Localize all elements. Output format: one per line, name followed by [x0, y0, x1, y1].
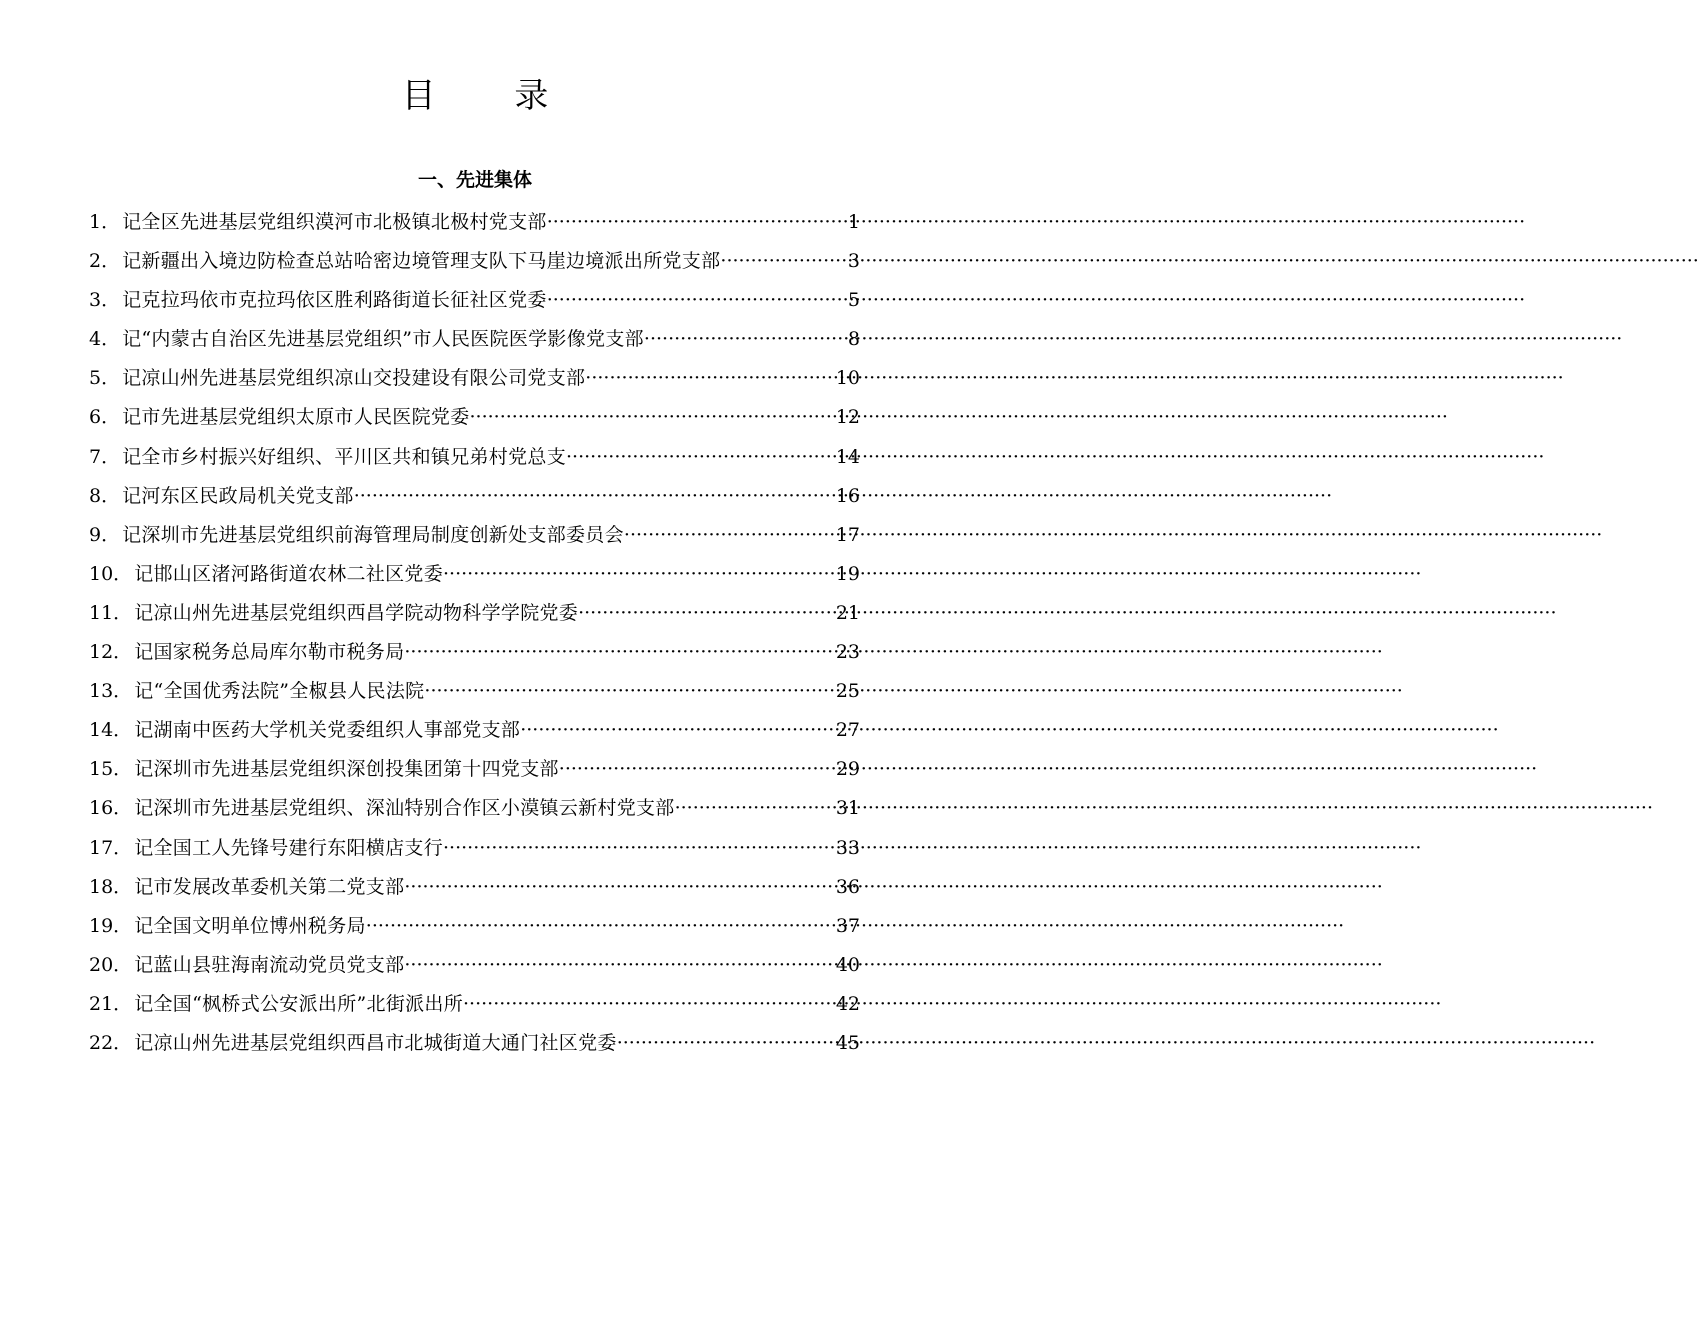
toc-entry[interactable]	[89, 985, 860, 1024]
toc-entry[interactable]	[89, 242, 860, 281]
toc-page-number: 37	[835, 914, 860, 937]
toc-page-number: 8	[847, 328, 860, 351]
page-title: 目 录	[401, 76, 583, 116]
toc-entry[interactable]	[89, 633, 860, 672]
toc-page-number: 12	[835, 406, 860, 429]
toc-dot-leader	[404, 868, 834, 907]
toc-page-number: 29	[835, 758, 860, 781]
toc-entry[interactable]	[89, 907, 860, 946]
toc-entry-title: 记深圳市先进基层党组织前海管理局制度创新处支部委员会	[122, 523, 624, 546]
toc-entry-number: 17．	[89, 836, 133, 859]
toc-page-number: 17	[835, 523, 860, 546]
toc-entry[interactable]	[89, 281, 860, 320]
toc-page-number: 25	[835, 680, 860, 703]
toc-entry-number: 16．	[89, 797, 133, 820]
toc-entry-number: 13．	[89, 680, 133, 703]
toc-entry-title: 记湖南中医药大学机关党委组织人事部党支部	[134, 719, 521, 742]
toc-dot-leader	[585, 359, 835, 398]
toc-entry-title: 记凉山州先进基层党组织西昌学院动物科学学院党委	[134, 601, 579, 624]
toc-entry-number: 2．	[89, 250, 121, 273]
toc-entry-number: 3．	[89, 289, 121, 312]
toc-dot-leader	[675, 789, 835, 828]
toc-entry-number: 18．	[89, 875, 133, 898]
toc-dot-leader	[354, 477, 835, 516]
toc-page-number: 23	[835, 641, 860, 664]
toc-page-number: 36	[835, 875, 860, 898]
toc-entry-title: 记深圳市先进基层党组织、深汕特别合作区小漠镇云新村党支部	[134, 797, 675, 820]
toc-page-number: 33	[835, 836, 860, 859]
toc-entry-number: 20．	[89, 953, 133, 976]
table-of-contents	[89, 203, 860, 1063]
toc-dot-leader	[463, 985, 835, 1024]
toc-dot-leader	[547, 203, 847, 242]
toc-entry[interactable]	[89, 868, 860, 907]
toc-entry-title: 记市发展改革委机关第二党支部	[134, 875, 405, 898]
toc-entry-title: 记克拉玛依市克拉玛依区胜利路街道长征社区党委	[122, 289, 547, 312]
toc-dot-leader	[624, 516, 835, 555]
toc-entry-title: 记全市乡村振兴好组织、平川区共和镇兄弟村党总支	[122, 445, 566, 468]
toc-dot-leader	[720, 242, 847, 281]
toc-entry-title: 记“内蒙古自治区先进基层党组织”市人民医院医学影像党支部	[122, 328, 644, 351]
toc-dot-leader	[566, 438, 835, 477]
toc-dot-leader	[404, 633, 834, 672]
toc-dot-leader	[470, 398, 835, 437]
toc-entry-title: 记全国工人先锋号建行东阳横店支行	[134, 836, 443, 859]
toc-entry-number: 19．	[89, 914, 133, 937]
toc-entry-number: 8．	[89, 484, 121, 507]
toc-entry[interactable]	[89, 359, 860, 398]
toc-entry[interactable]	[89, 203, 860, 242]
toc-page-number: 31	[835, 797, 860, 820]
toc-dot-leader	[578, 594, 835, 633]
toc-entry-title: 记全国文明单位博州税务局	[134, 914, 366, 937]
toc-entry[interactable]	[89, 398, 860, 437]
toc-dot-leader	[547, 281, 847, 320]
toc-entry-number: 9．	[89, 523, 121, 546]
toc-entry-number: 11．	[89, 601, 133, 624]
toc-entry-number: 5．	[89, 367, 121, 390]
toc-entry-number: 14．	[89, 719, 133, 742]
toc-page-number: 10	[835, 367, 860, 390]
toc-entry[interactable]	[89, 789, 860, 828]
toc-dot-leader	[424, 672, 834, 711]
toc-entry-title: 记国家税务总局库尔勒市税务局	[134, 641, 405, 664]
toc-page-number: 40	[835, 953, 860, 976]
toc-page-number: 5	[847, 289, 860, 312]
toc-entry[interactable]	[89, 438, 860, 477]
toc-dot-leader	[617, 1024, 835, 1063]
toc-page-number: 16	[835, 484, 860, 507]
toc-page-number: 27	[835, 719, 860, 742]
toc-entry-title: 记凉山州先进基层党组织西昌市北城街道大通门社区党委	[134, 1031, 617, 1054]
toc-entry[interactable]	[89, 516, 860, 555]
toc-entry-title: 记邯山区渚河路街道农林二社区党委	[134, 562, 443, 585]
toc-page-number: 21	[835, 601, 860, 624]
toc-entry[interactable]	[89, 555, 860, 594]
toc-dot-leader	[644, 320, 847, 359]
toc-dot-leader	[404, 946, 834, 985]
toc-entry-title: 记河东区民政局机关党支部	[122, 484, 354, 507]
toc-entry-title: 记“全国优秀法院”全椒县人民法院	[134, 680, 425, 703]
toc-entry-number: 21．	[89, 992, 133, 1015]
toc-page-number: 1	[847, 211, 860, 233]
toc-entry-number: 15．	[89, 758, 133, 781]
toc-entry[interactable]	[89, 477, 860, 516]
toc-entry[interactable]	[89, 594, 860, 633]
toc-entry-number: 7．	[89, 445, 121, 468]
toc-entry-title: 记深圳市先进基层党组织深创投集团第十四党支部	[134, 758, 559, 781]
toc-page-number: 14	[835, 445, 860, 468]
toc-dot-leader	[443, 555, 835, 594]
toc-dot-leader	[559, 750, 835, 789]
section-heading: 一、先进集体	[417, 169, 532, 191]
toc-page-number: 45	[835, 1031, 860, 1054]
toc-entry[interactable]	[89, 711, 860, 750]
toc-entry[interactable]	[89, 750, 860, 789]
toc-page-number: 19	[835, 562, 860, 585]
toc-entry-number: 6．	[89, 406, 121, 429]
toc-entry-title: 记市先进基层党组织太原市人民医院党委	[122, 406, 470, 429]
toc-entry-number: 12．	[89, 641, 133, 664]
toc-entry-number: 1．	[89, 211, 121, 233]
toc-entry-title: 记全区先进基层党组织漠河市北极镇北极村党支部	[122, 211, 547, 233]
toc-dot-leader	[366, 907, 835, 946]
toc-entry-number: 22．	[89, 1031, 133, 1054]
toc-entry[interactable]	[89, 1024, 860, 1063]
toc-entry-title: 记新疆出入境边防检查总站哈密边境管理支队下马崖边境派出所党支部	[122, 250, 721, 273]
toc-dot-leader	[443, 829, 835, 868]
toc-entry-title: 记全国“枫桥式公安派出所”北街派出所	[134, 992, 464, 1015]
toc-entry[interactable]	[89, 946, 860, 985]
toc-page-number: 3	[847, 250, 860, 273]
toc-entry-number: 10．	[89, 562, 133, 585]
toc-entry-number: 4．	[89, 328, 121, 351]
toc-entry-title: 记蓝山县驻海南流动党员党支部	[134, 953, 405, 976]
toc-entry[interactable]	[89, 672, 860, 711]
toc-page-number: 42	[835, 992, 860, 1015]
toc-entry-title: 记凉山州先进基层党组织凉山交投建设有限公司党支部	[122, 367, 586, 390]
toc-entry[interactable]	[89, 829, 860, 868]
toc-entry[interactable]	[89, 320, 860, 359]
toc-dot-leader	[520, 711, 835, 750]
